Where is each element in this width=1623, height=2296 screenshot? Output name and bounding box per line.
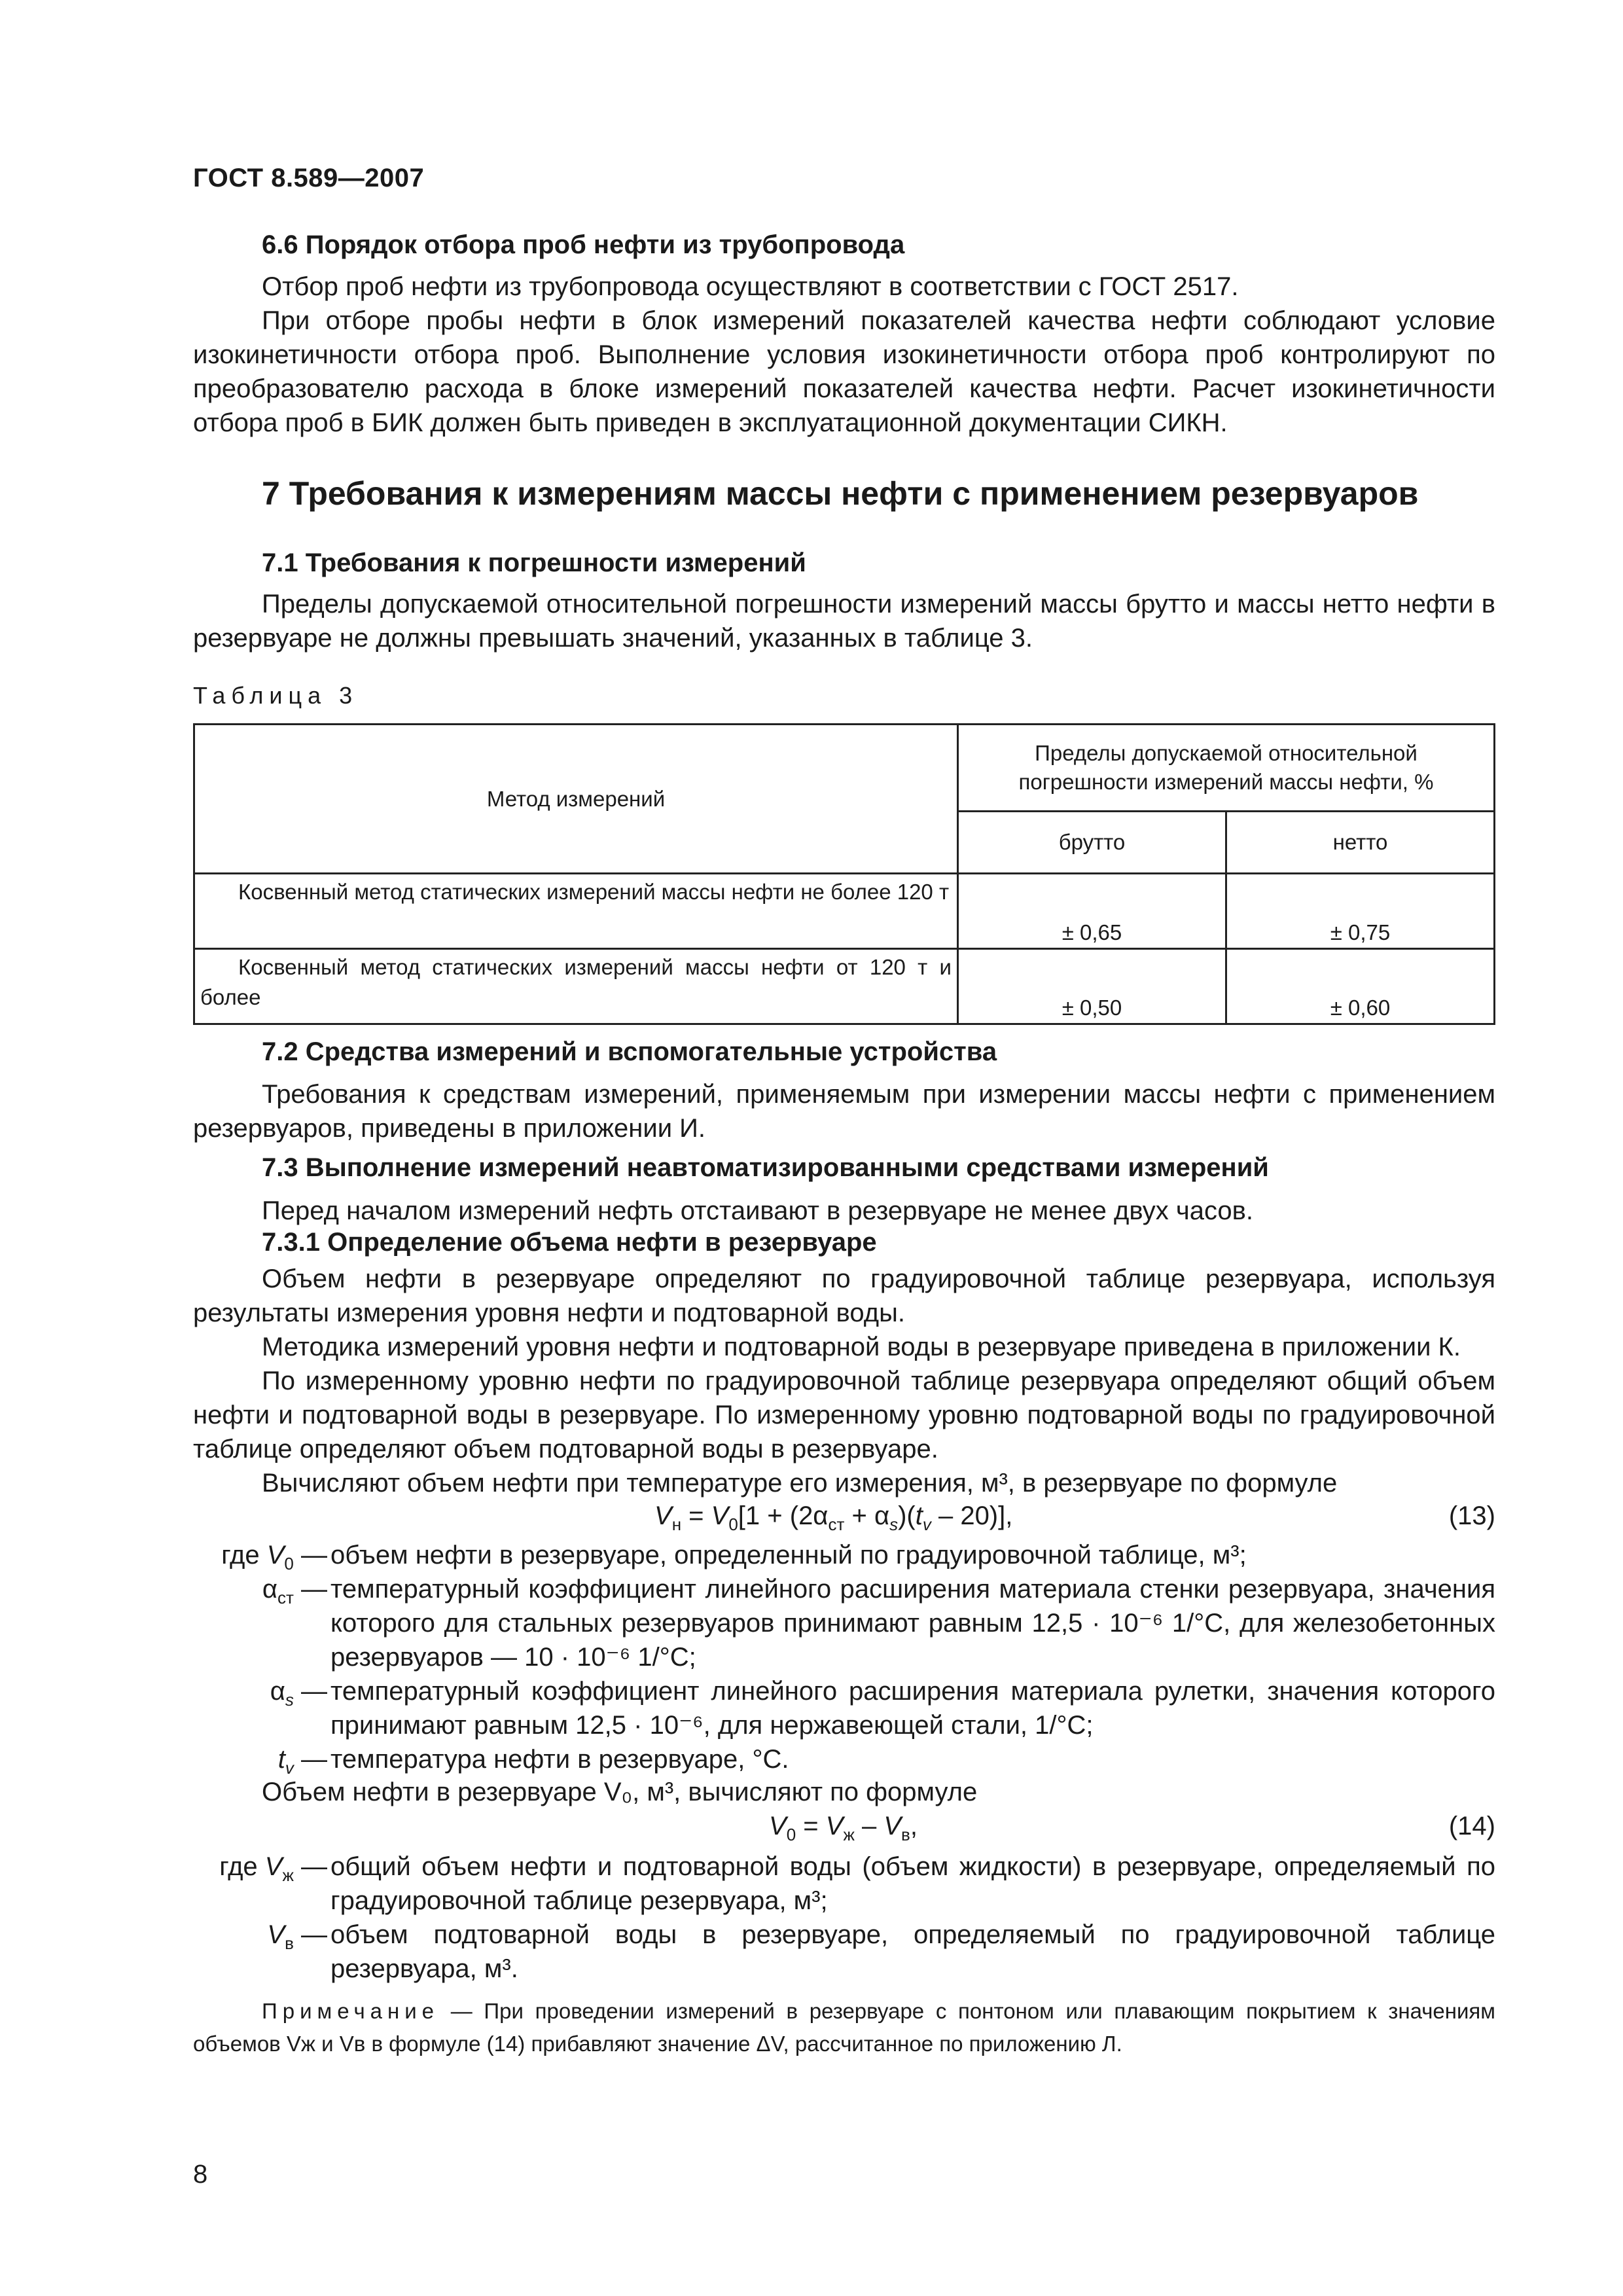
section-6-6-paragraph-2: При отборе пробы нефти в блок измерений показателей качества нефти соблюдают условие изокинетичности отбора проб. Выполнение условия изокинетичности отбора проб контролируют по преобразователю расхода в блоке измерений показателей качества нефти. Расчет изокинетичности отбора проб в БИК должен быть приведен в эксплуатационной документации СИКН.	[193, 306, 1495, 437]
section-7-2-paragraph: Требования к средствам измерений, применяемым при измерении массы нефти с применением резервуаров, приведены в приложении И.	[193, 1080, 1495, 1143]
table-header-limits-text: Пределы допускаемой относительной погрешности измерений массы нефти, %	[1018, 741, 1434, 794]
formula-14: $V_0 = V_ж - V_в$,	[769, 1812, 918, 1844]
section-7-3-1-paragraph-2: Методика измерений уровня нефти и подтоварной воды в резервуаре приведена в приложении К.	[262, 1333, 1461, 1361]
legend-symbol-vzh: где $V_ж$ —	[219, 1852, 327, 1885]
section-7-1-heading: 7.1 Требования к погрешности измерений	[262, 548, 806, 577]
legend-text-vzh: общий объем нефти и подтоварной воды (объем жидкости) в резервуаре, определяемый по градуировочной таблице резервуара, м³;	[330, 1852, 1495, 1915]
table-header-method: Метод измерений	[194, 725, 958, 874]
legend-symbol-alpha-st: $\alpha_{ст}$ —	[262, 1575, 327, 1607]
section-6-6-heading: 6.6 Порядок отбора проб нефти из трубопровода	[262, 230, 905, 259]
table-cell-net: ± 0,75	[1226, 874, 1495, 949]
section-7-1-paragraph: Пределы допускаемой относительной погрешности измерений массы брутто и массы нетто нефти в резервуаре не должны превышать значений, указанных в таблице 3.	[193, 590, 1495, 653]
legend-text-alpha-s: температурный коэффициент линейного расширения материала рулетки, значения которого принимают равным 12,5 · 10⁻⁶, для нержавеющей стали, 1/°C;	[330, 1677, 1495, 1740]
table-cell-gross: ± 0,65	[957, 874, 1226, 949]
table-3	[193, 723, 1495, 1025]
section-7-3-1-paragraph-4: Вычисляют объем нефти при температуре его измерения, м³, в резервуаре по формуле	[262, 1469, 1338, 1498]
section-7-2-heading: 7.2 Средства измерений и вспомогательные устройства	[262, 1037, 997, 1066]
note-label: Примечание	[262, 1999, 440, 2023]
legend-text-v0: объем нефти в резервуаре, определенный по градуировочной таблице, м³;	[330, 1541, 1247, 1570]
note	[193, 1995, 1495, 2060]
page-number: 8	[193, 2160, 208, 2189]
table-header-limits	[957, 725, 1494, 812]
section-7-3-heading: 7.3 Выполнение измерений неавтоматизированными средствами измерений	[262, 1153, 1269, 1182]
table-cell-gross: ± 0,50	[957, 949, 1226, 1024]
legend-alpha-s	[193, 1674, 1495, 1742]
legend-alpha-st	[193, 1572, 1495, 1674]
legend-symbol-alpha-s: $\alpha_s$ —	[270, 1677, 327, 1710]
formula-13-number: (13)	[1448, 1501, 1495, 1530]
legend-tv	[193, 1742, 1495, 1776]
legend-vv	[193, 1918, 1495, 1986]
legend-text-vv: объем подтоварной воды в резервуаре, определяемый по градуировочной таблице резервуара, м³.	[330, 1920, 1495, 1983]
table-3-label: Таблица 3	[193, 682, 359, 709]
document-code: ГОСТ 8.589—2007	[193, 164, 425, 192]
legend-v0	[193, 1538, 1495, 1572]
table-header-net: нетто	[1226, 812, 1495, 874]
formula-13: $V_н = V_0[1 + (2\alpha_{ст} + \alpha_s)(t_v - 20)]$,	[654, 1501, 1013, 1534]
legend-text-alpha-st: температурный коэффициент линейного расширения материала стенки резервуара, значения которого для стальных резервуаров принимают равным 12,5 · 10⁻⁶ 1/°C, для железобетонных резервуаров — 10 · 10⁻⁶ 1/°C;	[330, 1575, 1495, 1672]
formula-13-legend	[193, 1538, 1495, 1776]
table-cell-method: Косвенный метод статических измерений массы нефти не более 120 т	[194, 874, 958, 949]
note-text: — При проведении измерений в резервуаре с понтоном или плавающим покрытием к значениям объемов Vж и Vв в формуле (14) прибавляют значение ΔV, рассчитанное по приложению Л.	[193, 1999, 1495, 2056]
table-row	[194, 949, 1495, 1024]
section-6-6-paragraph-1: Отбор проб нефти из трубопровода осуществляют в соответствии с ГОСТ 2517.	[262, 272, 1239, 301]
table-row	[194, 874, 1495, 949]
table-cell-method: Косвенный метод статических измерений массы нефти от 120 т и более	[194, 949, 958, 1024]
paragraph-v0-formula-intro: Объем нефти в резервуаре V₀, м³, вычисляют по формуле	[262, 1778, 978, 1806]
legend-symbol-vv: $V_в$ —	[267, 1920, 327, 1953]
legend-vzh	[193, 1850, 1495, 1918]
legend-symbol-v0: где $V_0$ —	[221, 1541, 327, 1573]
section-7-3-1-heading: 7.3.1 Определение объема нефти в резервуаре	[262, 1228, 877, 1257]
section-7-3-paragraph-1: Перед началом измерений нефть отстаивают в резервуаре не менее двух часов.	[262, 1196, 1253, 1225]
section-7-3-1-paragraph-3: По измеренному уровню нефти по градуировочной таблице резервуара определяют общий объем нефти и подтоварной воды в резервуаре. По измеренному уровню подтоварной воды по градуировочной таблице определяют объем подтоварной воды в резервуаре.	[193, 1367, 1495, 1463]
table-header-gross: брутто	[957, 812, 1226, 874]
table-cell-net: ± 0,60	[1226, 949, 1495, 1024]
legend-symbol-tv: $t_v$ —	[277, 1745, 327, 1778]
legend-text-tv: температура нефти в резервуаре, °C.	[330, 1745, 789, 1774]
formula-14-number: (14)	[1448, 1812, 1495, 1840]
section-7-heading: 7 Требования к измерениям массы нефти с применением резервуаров	[262, 475, 1419, 512]
formula-14-legend	[193, 1850, 1495, 1986]
section-7-3-1-paragraph-1: Объем нефти в резервуаре определяют по градуировочной таблице резервуара, используя результаты измерения уровня нефти и подтоварной воды.	[193, 1265, 1495, 1327]
